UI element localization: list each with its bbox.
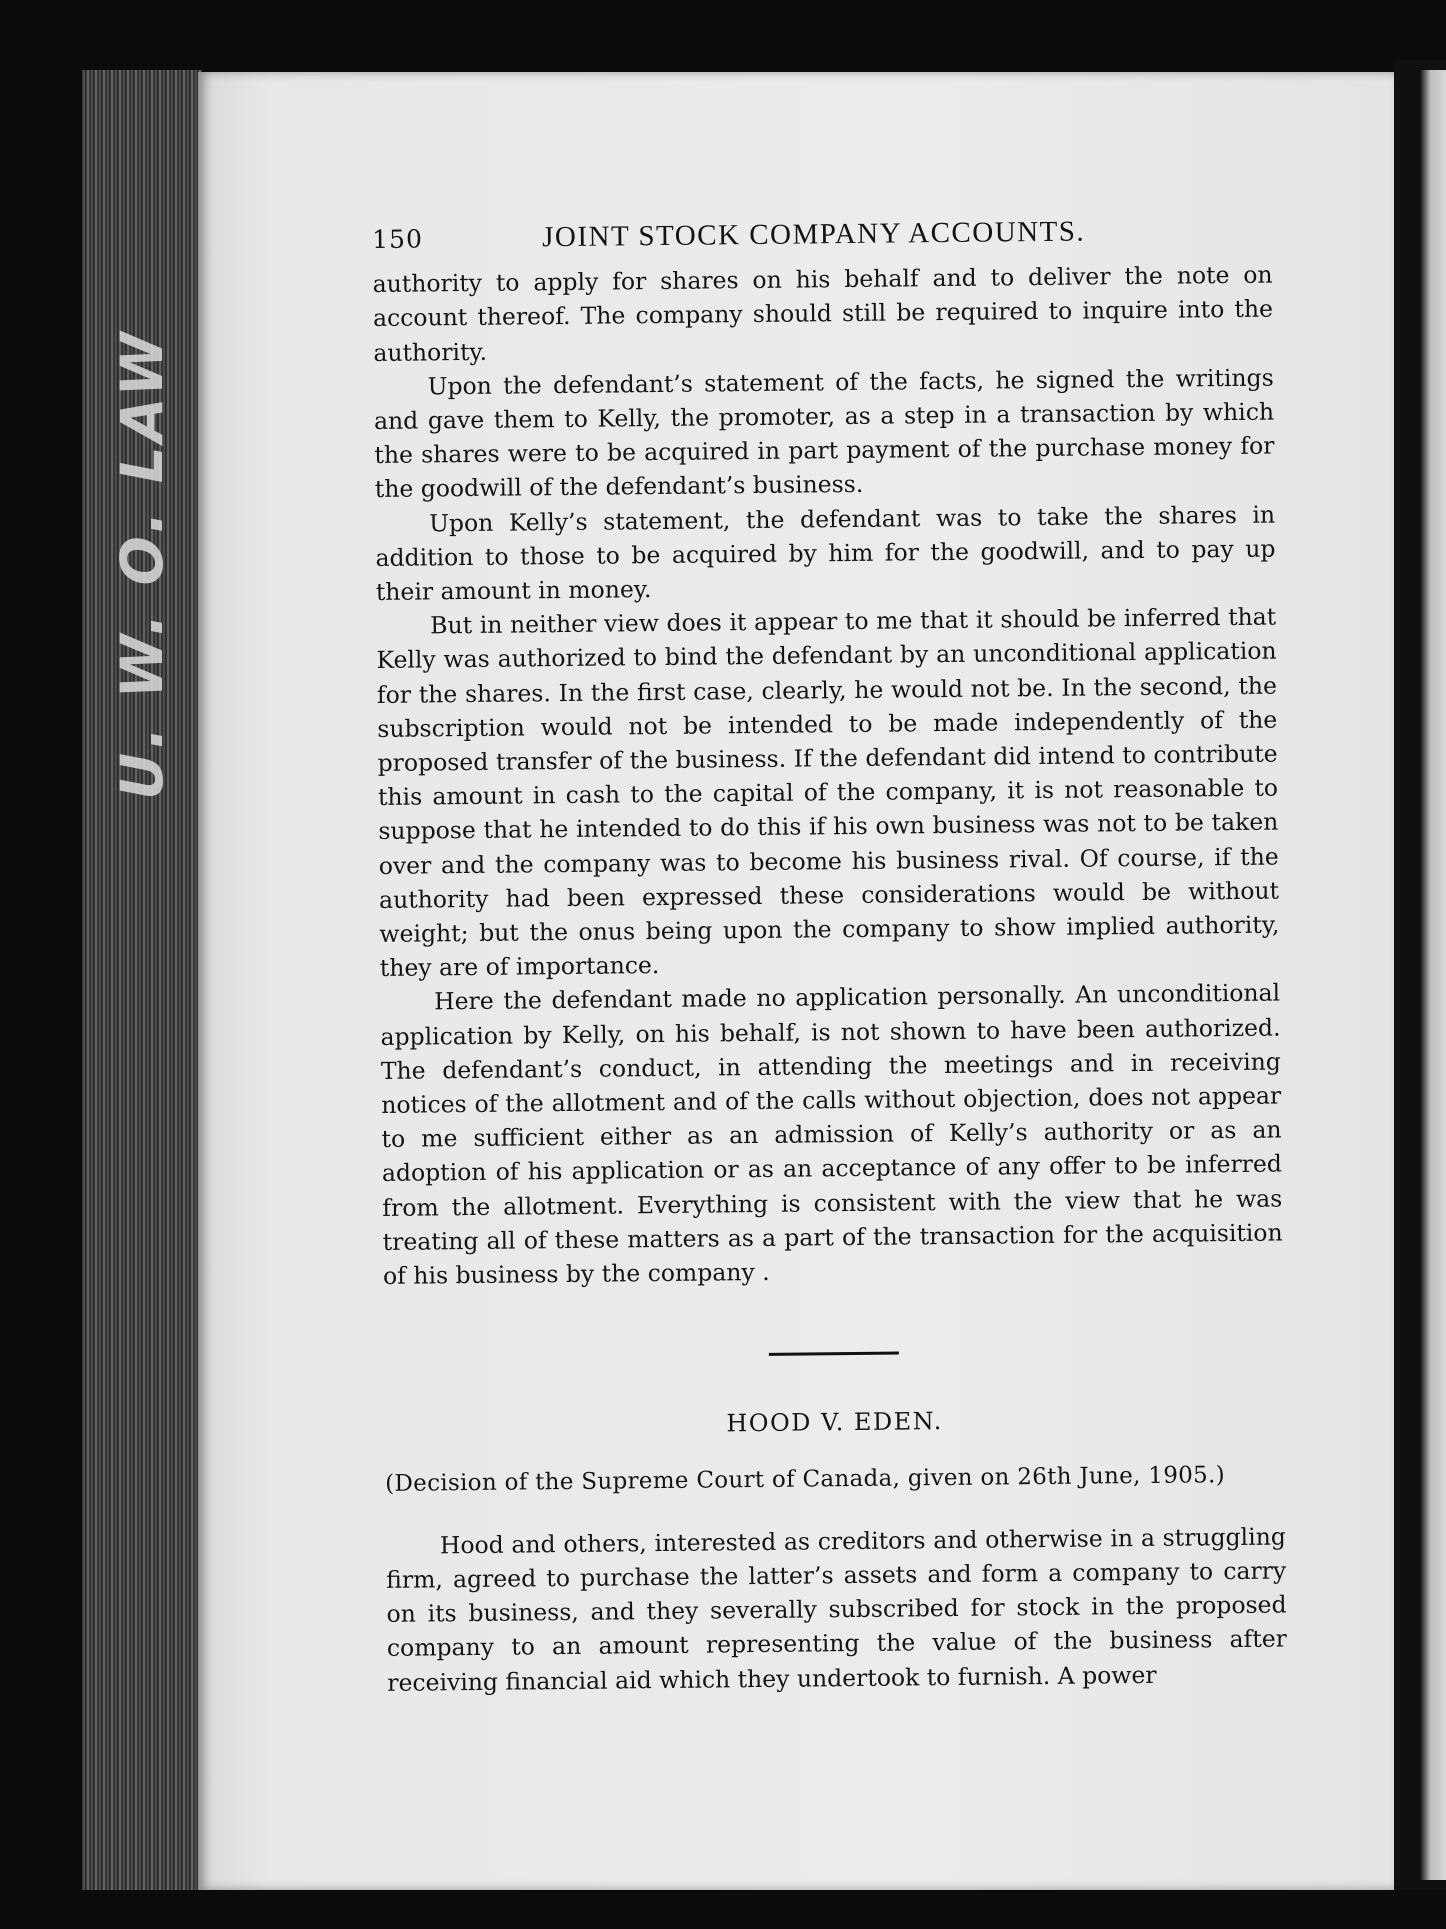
case-title: HOOD V. EDEN. [726, 1407, 943, 1438]
paragraph: Here the defendant made no application personally. An unconditional application by Kelly, on his behalf, is not shown to have been authorized. The defendant’s conduct, in attending the meetings and in receiving notices of the allotment and of the calls without objection, does not appear to me sufficient either as an admission of Kelly’s authority or as an adoption of his application or as an acceptance of any offer to be inferred from the allotment. Everything is consistent with the view that he was treating all of these matters as a part of the transaction for the acquisition of his business by the company . [380, 979, 1283, 1291]
paragraph: Upon Kelly’s statement, the defendant was to take the shares in addition to those to be acquired by him for the goodwill, and to pay up their amount in money. [375, 500, 1276, 607]
page-number: 150 [372, 224, 424, 254]
page-text [372, 213, 1287, 1699]
paragraph: But in neither view does it appear to me that it should be inferred that Kelly was authorized to bind the defendant by an unconditional application for the shares. In the first case, clearly, he would not be. In the second, the subscription would not be intended to be made independently of the proposed transfer of the business. If the defendant did intend to contribute this amount in cash to the capital of the company, it is not reasonable to suppose that he intended to do this if his own business was not to be taken over and the company was to become his business rival. Of course, if the authority had been expressed these considerations would be without weight; but the onus being upon the company to show implied authority, they are of importance. [376, 602, 1280, 983]
running-title: JOINT STOCK COMPANY ACCOUNTS. [542, 215, 1086, 254]
case-summary: Hood and others, interested as creditors and otherwise in a struggling firm, agreed to purchase the latter’s assets and form a company to carry on its business, and they severally subscribed for stock in the proposed company to an amount representing the value of the business after receiving financial aid which they undertook to furnish. A power [386, 1522, 1288, 1697]
section-divider [769, 1352, 899, 1356]
case-summary-wrapper [386, 1519, 1288, 1698]
paragraph: authority to apply for shares on his behalf and to deliver the note on account thereof. The company should still be required to inquire into the authority. [372, 260, 1274, 367]
next-page-sliver [1420, 70, 1446, 1880]
decision-note: (Decision of the Supreme Court of Canada, given on 26th June, 1905.) [385, 1461, 1226, 1497]
paragraph: Upon the defendant’s statement of the facts, he signed the writings and gave them to Kelly, the promoter, as a step in a transaction by which the shares were to be acquired in part payment of the purchase money for the goodwill of the defendant’s business. [373, 363, 1275, 504]
library-stamp: U. W. O. LAW [108, 328, 176, 800]
